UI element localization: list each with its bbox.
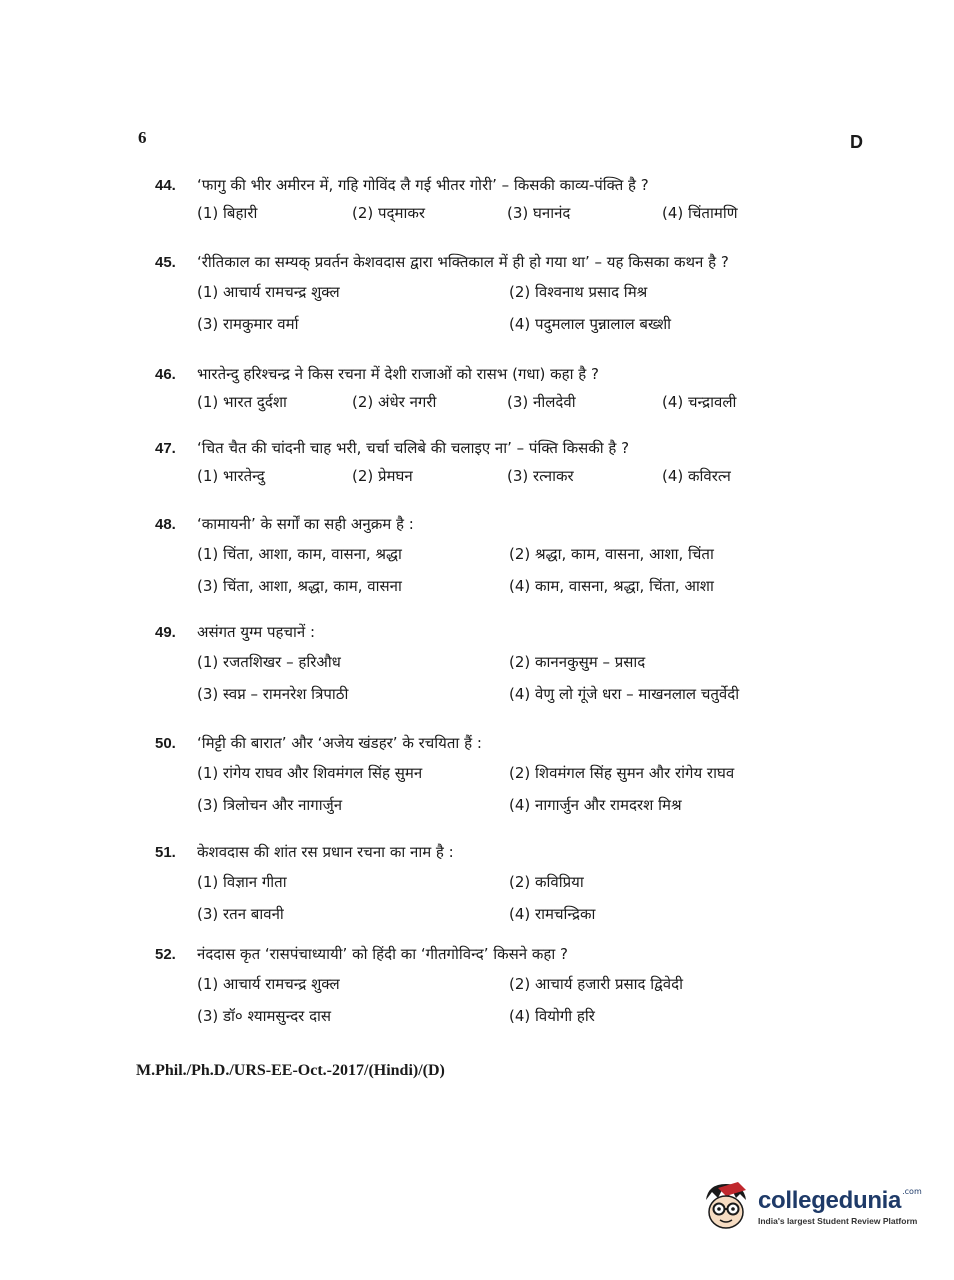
collegedunia-watermark: [698, 1178, 922, 1234]
question-number: 52.: [155, 946, 176, 963]
option-2: (2) शिवमंगल सिंह सुमन और रांगेय राघव: [509, 764, 735, 782]
option-4: (4) नागार्जुन और रामदरश मिश्र: [509, 796, 682, 814]
brand-tagline: India's largest Student Review Platform: [758, 1215, 918, 1226]
mascot-icon: [698, 1178, 754, 1234]
option-4: (4) पदुमलाल पुन्नालाल बख्शी: [509, 315, 672, 333]
question-text: नंददास कृत ‘रासपंचाध्यायी’ को हिंदी का ‘गीतगोविन्द’ किसने कहा ?: [197, 945, 568, 963]
question-number: 49.: [155, 624, 176, 641]
option-1: (1) आचार्य रामचन्द्र शुक्ल: [197, 283, 340, 301]
question-text: केशवदास की शांत रस प्रधान रचना का नाम है :: [197, 843, 454, 861]
brand-name: collegedunia: [758, 1186, 902, 1214]
question-text: ‘मिट्टी की बारात’ और ‘अजेय खंडहर’ के रचयिता हैं :: [197, 734, 482, 752]
question-47: [155, 438, 855, 486]
page-number: 6: [138, 128, 147, 147]
question-52: [155, 944, 855, 1026]
question-number: 44.: [155, 177, 176, 194]
option-1: (1) रांगेय राघव और शिवमंगल सिंह सुमन: [197, 764, 423, 782]
paper-code: M.Phil./Ph.D./URS-EE-Oct.-2017/(Hindi)/(D): [136, 1062, 445, 1079]
option-1: (1) आचार्य रामचन्द्र शुक्ल: [197, 975, 340, 993]
option-1: (1) विज्ञान गीता: [197, 873, 287, 891]
question-number: 48.: [155, 516, 176, 533]
question-51: [155, 842, 855, 924]
option-1: (1) बिहारी: [197, 204, 258, 222]
option-1: (1) भारत दुर्दशा: [197, 393, 287, 411]
question-text: ‘चित चैत की चांदनी चाह भरी, चर्चा चलिबे की चलाइए ना’ – पंक्ति किसकी है ?: [197, 439, 630, 457]
question-50: [155, 733, 855, 815]
option-2: (2) अंधेर नगरी: [352, 393, 437, 411]
question-49: [155, 622, 855, 704]
option-2: (2) श्रद्धा, काम, वासना, आशा, चिंता: [509, 545, 714, 563]
option-3: (3) चिंता, आशा, श्रद्धा, काम, वासना: [197, 577, 402, 595]
question-48: [155, 514, 855, 596]
question-number: 47.: [155, 440, 176, 457]
option-2: (2) प्रेमघन: [352, 467, 413, 485]
option-4: (4) काम, वासना, श्रद्धा, चिंता, आशा: [509, 577, 714, 595]
question-text: ‘कामायनी’ के सर्गों का सही अनुक्रम है :: [197, 515, 414, 533]
option-4: (4) वियोगी हरि: [509, 1007, 595, 1025]
option-4: (4) चन्द्रावली: [662, 393, 737, 411]
option-3: (3) त्रिलोचन और नागार्जुन: [197, 796, 343, 814]
question-number: 51.: [155, 844, 176, 861]
question-text: ‘फागु की भीर अमीरन में, गहि गोविंद लै गई भीतर गोरी’ – किसकी काव्य-पंक्ति है ?: [197, 176, 649, 194]
option-3: (3) रत्नाकर: [507, 467, 574, 485]
option-4: (4) कविरत्न: [662, 467, 731, 485]
set-code: D: [850, 132, 863, 152]
question-46: [155, 364, 855, 412]
question-text: ‘रीतिकाल का सम्यक्‌ प्रवर्तन केशवदास द्वारा भक्तिकाल में ही हो गया था’ – यह किसका कथन है ?: [197, 253, 729, 271]
question-text: भारतेन्दु हरिश्चन्द्र ने किस रचना में देशी राजाओं को रासभ (गधा) कहा है ?: [197, 365, 599, 383]
option-4: (4) चिंतामणि: [662, 204, 738, 222]
question-number: 46.: [155, 366, 176, 383]
option-3: (3) डॉ० श्यामसुन्दर दास: [197, 1007, 332, 1025]
option-2: (2) पद्‌माकर: [352, 204, 426, 222]
question-text: असंगत युग्म पहचानें :: [197, 623, 316, 641]
option-1: (1) भारतेन्दु: [197, 467, 265, 485]
option-3: (3) नीलदेवी: [507, 393, 576, 411]
option-3: (3) स्वप्न – रामनरेश त्रिपाठी: [197, 685, 349, 703]
option-1: (1) रजतशिखर – हरिऔध: [197, 653, 341, 671]
option-1: (1) चिंता, आशा, काम, वासना, श्रद्धा: [197, 545, 402, 563]
brand-suffix: .com: [902, 1186, 922, 1196]
question-number: 45.: [155, 254, 176, 271]
option-2: (2) विश्वनाथ प्रसाद मिश्र: [509, 283, 648, 301]
option-2: (2) काननकुसुम – प्रसाद: [509, 653, 646, 671]
option-2: (2) कविप्रिया: [509, 873, 584, 891]
option-3: (3) रामकुमार वर्मा: [197, 315, 299, 333]
question-44: [155, 175, 855, 223]
question-45: [155, 252, 855, 334]
option-4: (4) वेणु लो गूंजे धरा – माखनलाल चतुर्वेदी: [509, 685, 740, 703]
option-2: (2) आचार्य हजारी प्रसाद द्विवेदी: [509, 975, 683, 993]
option-3: (3) घनानंद: [507, 204, 571, 222]
option-4: (4) रामचन्द्रिका: [509, 905, 596, 923]
question-number: 50.: [155, 735, 176, 752]
option-3: (3) रतन बावनी: [197, 905, 284, 923]
